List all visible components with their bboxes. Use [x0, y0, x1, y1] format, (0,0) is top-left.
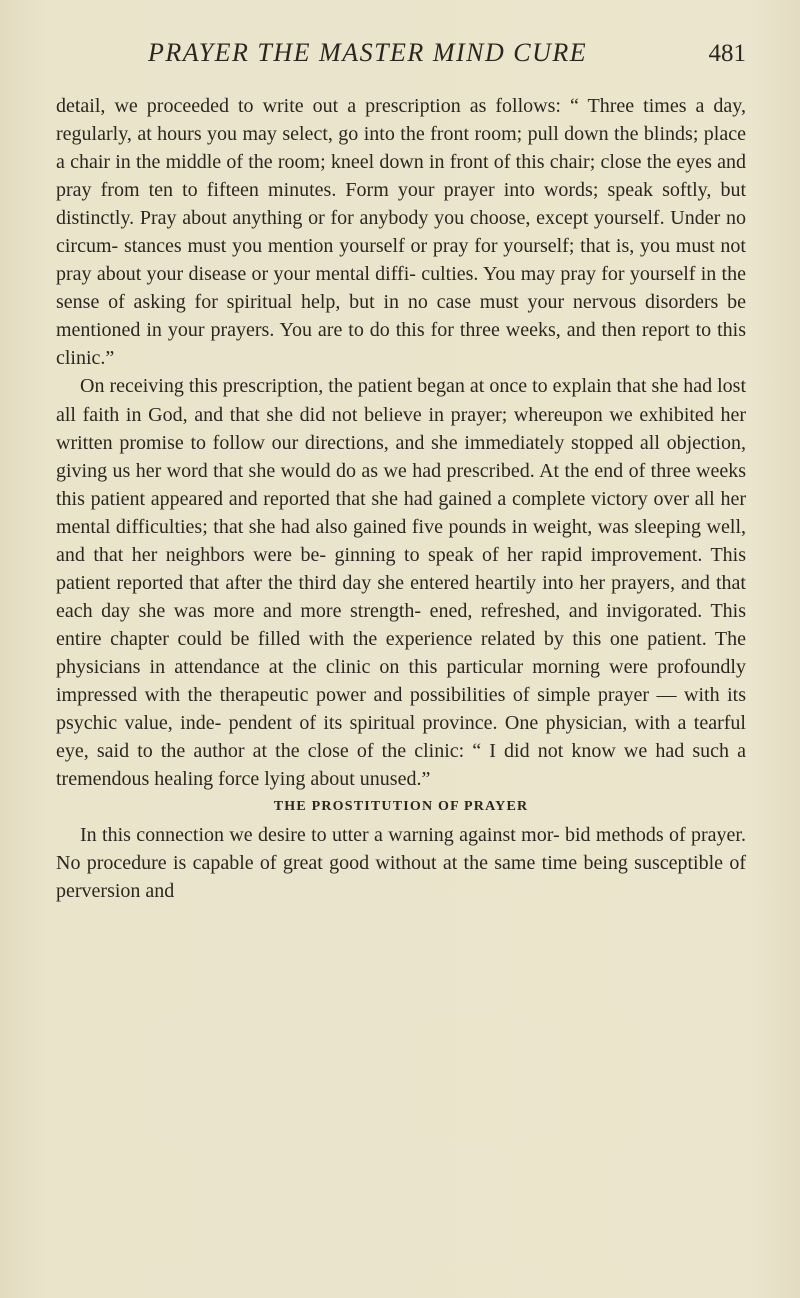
- paragraph: In this connection we desire to utter a warning against mor- bid methods of prayer. No procedure is capable of great good without at the same time being susceptible of perversion and: [56, 824, 746, 903]
- running-head: [56, 38, 746, 78]
- body-text: [56, 92, 746, 905]
- page-number: 481: [708, 40, 746, 67]
- running-title: PRAYER THE MASTER MIND CURE: [148, 38, 588, 67]
- paragraph: On receiving this prescription, the patient began at once to explain that she had lost all faith in God, and that she did not believe in prayer; whereupon we exhibited her written promise to follow our directions, and she immediately stopped all objection, giving us her word that she would do as we had prescribed. At the end of three weeks this patient appeared and reported that she had gained a complete victory over all her mental difficulties; that she had also gained five pounds in weight, was sleeping well, and that her neighbors were be- ginning to speak of her rapid improvement. This patient reported that after the third day she entered heartily into her prayers, and that each day she was more and more strength- ened, refreshed, and invigorated. This entire chapter could be filled with the experience related by this one patient. The physicians in attendance at the clinic on this particular morning were profoundly impressed with the therapeutic power and possibilities of simple prayer — with its psychic value, inde- pendent of its spiritual province. One physician, with a tearful eye, said to the author at the close of the clinic: “ I did not know we had such a tremendous healing force lying about unused.”: [56, 375, 746, 791]
- section-heading: THE PROSTITUTION OF PRAYER: [273, 799, 529, 815]
- paragraph-continued: detail, we proceeded to write out a prescription as follows: “ Three times a day, regularly, at hours you may select, go into the front room; pull down the blinds; place a chair in the middle of the room; kneel down in front of this chair; close the eyes and pray from ten to fifteen minutes. Form your prayer into words; speak softly, but distinctly. Pray about anything or for anybody you choose, except yourself. Under no circum- stances must you mention yourself or pray for yourself; that is, you must not pray about your disease or your mental diffi- culties. You may pray for yourself in the sense of asking for spiritual help, but in no case must your nervous disorders be mentioned in your prayers. You are to do this for three weeks, and then report to this clinic.”: [56, 95, 746, 370]
